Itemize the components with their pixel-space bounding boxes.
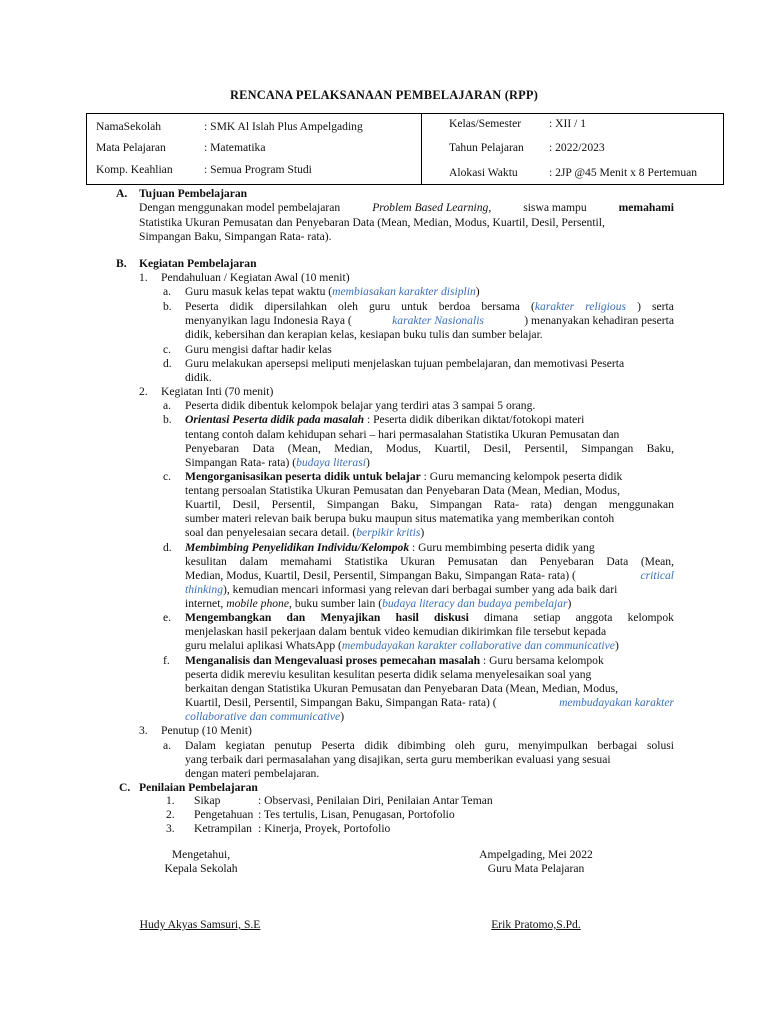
assessment-value: : Observasi, Penilaian Diri, Penilaian Antar Teman bbox=[258, 794, 493, 807]
signature-left-line-1: Mengetahui, bbox=[171, 848, 231, 861]
subsection-1-heading bbox=[139, 271, 350, 285]
text: siswa mampu bbox=[523, 201, 587, 214]
list-item-1b bbox=[163, 300, 172, 314]
item-marker: d. bbox=[163, 357, 172, 370]
list-item-2b-line-4: Simpangan Rata- rata) (budaya literasi) bbox=[185, 456, 370, 469]
header-value: : 2JP @45 Menit x 8 Pertemuan bbox=[549, 166, 698, 179]
list-item-3a bbox=[163, 739, 171, 753]
list-item-3a-line-2: yang terbaik dari permasalahan yang disajikan, serta guru memberikan evaluasi yang sesuai bbox=[185, 753, 611, 766]
list-item-2f-line-5: collaborative dan communicative) bbox=[185, 710, 345, 723]
assessment-number: 3. bbox=[166, 822, 175, 835]
item-marker: e. bbox=[163, 611, 172, 624]
list-item-2e-line-1: Mengembangkan dan Menyajikan hasil diskusi dimana setiap anggota kelompok bbox=[185, 611, 674, 624]
list-item-2a bbox=[163, 399, 536, 413]
item-marker: c. bbox=[163, 470, 172, 483]
header-value: : XII / 1 bbox=[549, 117, 587, 130]
item-text: Guru melakukan apersepsi meliputi menjelaskan tujuan pembelajaran, dan memotivasi Peserta bbox=[185, 357, 625, 370]
list-item-2e bbox=[163, 611, 171, 625]
signature-right-name: Erik Pratomo,S.Pd. bbox=[491, 918, 581, 931]
assessment-label: Ketrampilan bbox=[194, 822, 252, 835]
section-title: Kegiatan Pembelajaran bbox=[139, 257, 257, 270]
header-right-column bbox=[421, 114, 723, 184]
list-item-2b-line-2: tentang contoh dalam kehidupan sehari – hari permasalahan Statistika Ukuran Pemusatan dan bbox=[185, 428, 620, 441]
list-item-1a bbox=[163, 285, 480, 299]
header-label: Alokasi Waktu bbox=[449, 166, 518, 179]
subsection-title: Penutup (10 Menit) bbox=[161, 724, 252, 737]
section-title: Penilaian Pembelajaran bbox=[139, 781, 258, 794]
section-a-line-2: Statistika Ukuran Pemusatan dan Penyebaran Data (Mean, Median, Modus, Kuartil, Desil, Persentil, bbox=[139, 216, 605, 229]
assessment-row-attitude bbox=[166, 794, 493, 808]
item-marker: f. bbox=[163, 654, 170, 667]
header-label: Komp. Keahlian bbox=[96, 163, 173, 176]
list-item-2c-line-4: sumber materi relevan baik berupa buku maupun situs matematika yang memberikan contoh bbox=[185, 512, 615, 525]
list-item-2d: d. Membimbing Penyelidikan Individu/Kelompok : Guru membimbing peserta didik yang bbox=[163, 541, 595, 554]
subsection-number: 2. bbox=[139, 385, 148, 398]
assessment-number: 2. bbox=[166, 808, 175, 821]
list-item-2f-line-4: Kuartil, Desil, Persentil, Simpangan Baku, Simpangan Rata- rata) ( membudayakan karakter bbox=[185, 696, 674, 709]
header-table bbox=[86, 113, 724, 185]
list-item-2b: b. Orientasi Peserta didik pada masalah : Peserta didik diberikan diktat/fotokopi materi bbox=[163, 413, 585, 426]
section-letter: B. bbox=[116, 257, 127, 270]
item-text: Guru masuk kelas tepat waktu (membiasakan karakter disiplin) bbox=[185, 285, 480, 298]
list-item-2d-line-5: internet, mobile phone, buku sumber lain (budaya literacy dan budaya pembelajar) bbox=[185, 597, 572, 610]
item-text: Peserta didik dibentuk kelompok belajar yang terdiri atas 3 sampai 5 orang. bbox=[185, 399, 536, 412]
list-item-2c: c. Mengorganisasikan peserta didik untuk belajar : Guru memancing kelompok peserta didik bbox=[163, 470, 623, 483]
item-marker: a. bbox=[163, 739, 172, 752]
assessment-number: 1. bbox=[166, 794, 175, 807]
assessment-value: : Tes tertulis, Lisan, Penugasan, Portofolio bbox=[258, 808, 455, 821]
assessment-label: Pengetahuan bbox=[194, 808, 254, 821]
text: Problem Based Learning, bbox=[372, 201, 492, 214]
list-item-1d bbox=[163, 357, 625, 371]
list-item-2d-line-4: thinking), kemudian mencari informasi yang relevan dari berbagai sumber yang ada baik dari bbox=[185, 583, 618, 596]
header-label: Kelas/Semester bbox=[449, 117, 522, 130]
assessment-row-skills bbox=[166, 822, 391, 836]
list-item-1c bbox=[163, 343, 332, 357]
list-item-2e-line-2: menjelaskan hasil pekerjaan dalam bentuk video kemudian dikirimkan file tersebut kepada bbox=[185, 625, 607, 638]
list-item-2d-line-3: Median, Modus, Kuartil, Desil, Persentil, Simpangan Baku, Simpangan Rata- rata) ( critical bbox=[185, 569, 674, 582]
list-item-2f-line-2: peserta didik mereviu kesulitan kesulitan peserta didik selama menyelesaikan soal yang bbox=[185, 668, 592, 681]
header-label: Mata Pelajaran bbox=[96, 141, 166, 154]
list-item-2f: f. Menganalisis dan Mengevaluasi proses pemecahan masalah : Guru bersama kelompok bbox=[163, 654, 604, 667]
list-item-2f-line-3: berkaitan dengan Statistika Ukuran Pemusatan dan Penyebaran Data (Mean, Median, Modus, bbox=[185, 682, 619, 695]
item-marker: b. bbox=[163, 300, 172, 313]
section-letter: A. bbox=[116, 187, 128, 200]
item-marker: a. bbox=[163, 399, 172, 412]
item-text: Guru mengisi daftar hadir kelas bbox=[185, 343, 332, 356]
list-item-2c-line-3: Kuartil, Desil, Persentil, Simpangan Baku, Simpangan Rata- rata) dengan menggunakan bbox=[185, 498, 674, 511]
header-label: Tahun Pelajaran bbox=[449, 141, 524, 154]
item-marker: d. bbox=[163, 541, 172, 554]
header-value: : Semua Program Studi bbox=[204, 163, 312, 176]
list-item-3a-line-3: dengan materi pembelajaran. bbox=[185, 767, 320, 780]
subsection-number: 3. bbox=[139, 724, 148, 737]
section-letter: C. bbox=[119, 781, 131, 794]
list-item-1b-line-2: menyanyikan lagu Indonesia Raya ( karakter Nasionalis ) menanyakan kehadiran peserta bbox=[185, 314, 674, 327]
subsection-title: Pendahuluan / Kegiatan Awal (10 menit) bbox=[161, 271, 350, 284]
item-marker: b. bbox=[163, 413, 172, 426]
text: memahami bbox=[618, 201, 674, 214]
page-title: RENCANA PELAKSANAAN PEMBELAJARAN (RPP) bbox=[229, 88, 539, 102]
signature-left-name: Hudy Akyas Samsuri, S.E bbox=[139, 918, 261, 931]
list-item-1b-line-1: Peserta didik dipersilahkan oleh guru untuk berdoa bersama (karakter religious ) serta bbox=[185, 300, 674, 313]
assessment-value: : Kinerja, Proyek, Portofolio bbox=[258, 822, 391, 835]
signature-right-line-2: Guru Mata Pelajaran bbox=[487, 862, 585, 875]
list-item-2e-line-3: guru melalui aplikasi WhatsApp (membudayakan karakter collaborative dan communicative) bbox=[185, 639, 619, 652]
header-label: NamaSekolah bbox=[96, 120, 162, 133]
list-item-1b-line-3: didik, kebersihan dan kerapian kelas, kesiapan buku tulis dan sumber belajar. bbox=[185, 328, 543, 341]
header-value: : SMK Al Islah Plus Ampelgading bbox=[204, 120, 363, 133]
section-a-line-3: Simpangan Baku, Simpangan Rata- rata). bbox=[139, 230, 332, 243]
header-value: : Matematika bbox=[204, 141, 266, 154]
section-title: Tujuan Pembelajaran bbox=[139, 187, 248, 200]
section-a-line-1 bbox=[139, 201, 674, 215]
subsection-2-heading bbox=[139, 385, 274, 399]
list-item-2c-line-5: soal dan penyelesaian secara detail. (berpikir kritis) bbox=[185, 526, 425, 539]
assessment-row-knowledge bbox=[166, 808, 455, 822]
item-marker: a. bbox=[163, 285, 172, 298]
signature-right-line-1: Ampelgading, Mei 2022 bbox=[479, 848, 593, 861]
signature-left-line-2: Kepala Sekolah bbox=[164, 862, 238, 875]
list-item-2b-line-3: Penyebaran Data (Mean, Median, Modus, Kuartil, Desil, Persentil, Simpangan Baku, bbox=[185, 442, 674, 455]
list-item-3a-line-1: Dalam kegiatan penutup Peserta didik dibimbing oleh guru, menyimpulkan berbagai solusi bbox=[185, 739, 674, 752]
list-item-1d-line-2: didik. bbox=[185, 371, 212, 384]
list-item-2d-line-2: kesulitan dalam memahami Statistika Ukuran Pemusatan dan Penyebaran Data (Mean, bbox=[185, 555, 674, 568]
assessment-label: Sikap bbox=[194, 794, 221, 807]
subsection-title: Kegiatan Inti (70 menit) bbox=[161, 385, 274, 398]
subsection-3-heading bbox=[139, 724, 252, 738]
subsection-number: 1. bbox=[139, 271, 148, 284]
header-value: : 2022/2023 bbox=[549, 141, 605, 154]
list-item-2c-line-2: tentang persoalan Statistika Ukuran Pemusatan dan Penyebaran Data (Mean, Median, Modus, bbox=[185, 484, 620, 497]
text: Dengan menggunakan model pembelajaran bbox=[139, 201, 341, 214]
item-marker: c. bbox=[163, 343, 172, 356]
header-left-column bbox=[87, 114, 422, 184]
